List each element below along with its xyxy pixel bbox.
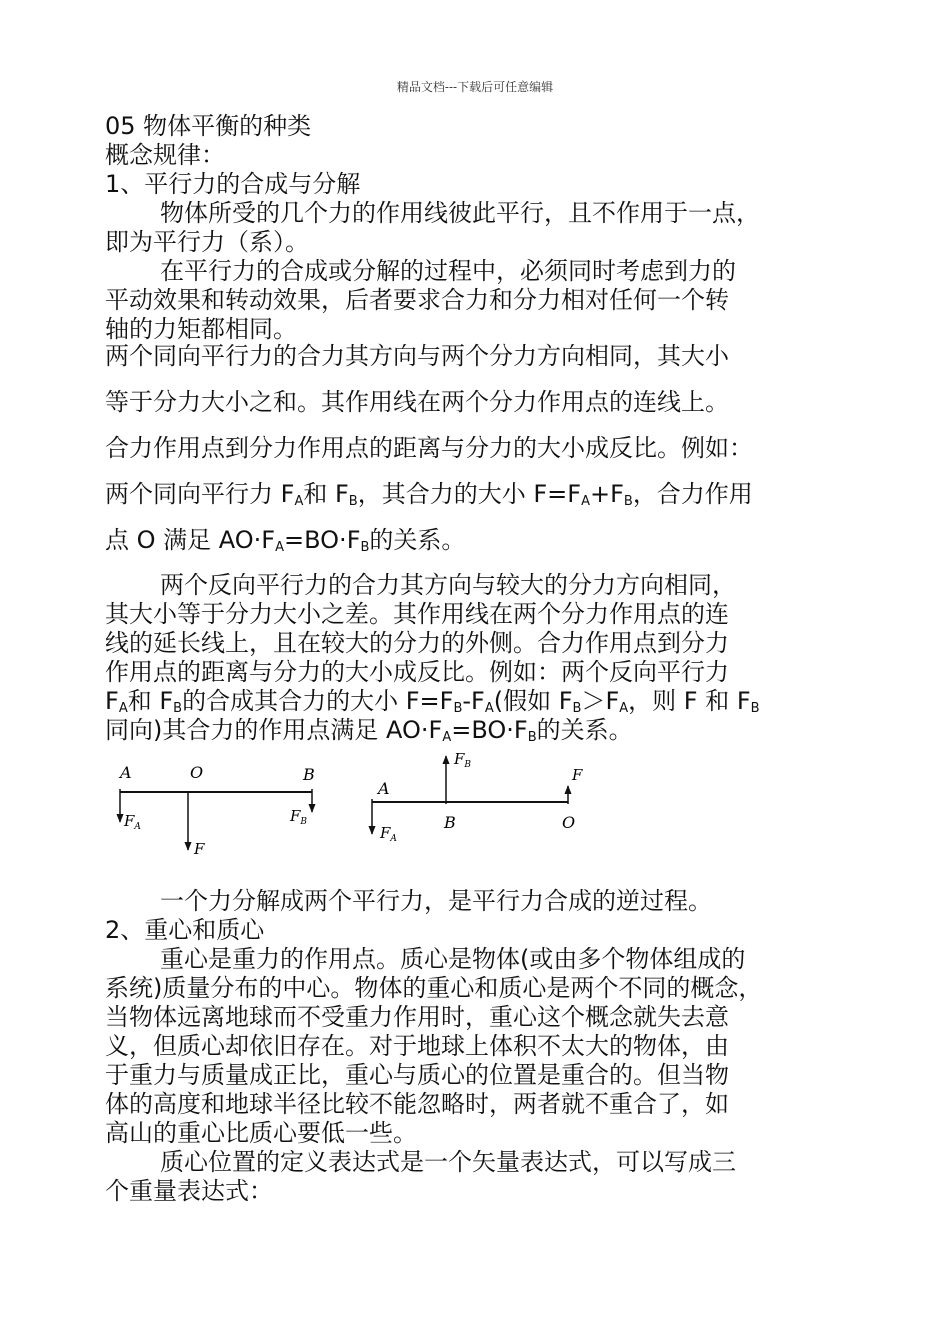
para-line: 质心位置的定义表达式是一个矢量表达式，可以写成三 bbox=[160, 1148, 736, 1176]
para-line: 高山的重心比质心要低一些。 bbox=[105, 1119, 417, 1147]
para-line-formula: 点 O 满足 $AO\cdot F_A=BO\cdot F_B$的关系。 bbox=[105, 526, 466, 555]
diagram-opposite-direction bbox=[372, 750, 583, 844]
label-f: F bbox=[572, 766, 583, 784]
label-b: B bbox=[444, 813, 456, 832]
para-line: 轴的力矩都相同。 bbox=[105, 315, 297, 343]
para-line: 义，但质心却依旧存在。对于地球上体积不太大的物体，由 bbox=[105, 1032, 729, 1060]
para-line: 个重量表达式： bbox=[105, 1177, 273, 1205]
para-line: 即为平行力（系）。 bbox=[105, 228, 309, 256]
label-fa: $F_A$ bbox=[124, 812, 141, 832]
label-fb: $F_B$ bbox=[290, 807, 308, 827]
parallel-force-diagrams bbox=[100, 750, 600, 860]
section-label: 概念规律： bbox=[105, 141, 225, 169]
para-line-formula: $F_A$和 $F_B$的合成其合力的大小 $F=F_B-F_A$(假如 $F_B>F_A$，则 F 和 $F_B$ bbox=[105, 687, 760, 716]
para-line-formula: 同向)其合力的作用点满足 $AO\cdot F_A=BO\cdot F_B$的关系。 bbox=[105, 716, 633, 745]
para-line: 两个反向平行力的合力其方向与较大的分力方向相同， bbox=[160, 571, 736, 599]
para-line: 线的延长线上，且在较大的分力的外侧。合力作用点到分力 bbox=[105, 629, 729, 657]
para-line: 当物体远离地球而不受重力作用时，重心这个概念就失去意 bbox=[105, 1003, 729, 1031]
label-b: B bbox=[303, 765, 315, 784]
section-2-heading: 2、重心和质心 bbox=[105, 916, 265, 944]
section-1-heading: 1、平行力的合成与分解 bbox=[105, 170, 361, 198]
para-line: 系统)质量分布的中心。物体的重心和质心是两个不同的概念， bbox=[105, 974, 763, 1002]
para-line: 两个同向平行力的合力其方向与两个分力方向相同，其大小 bbox=[105, 342, 729, 370]
label-o: O bbox=[190, 763, 204, 782]
label-f: F bbox=[194, 840, 205, 858]
label-a: A bbox=[378, 779, 390, 798]
para-line: 在平行力的合成或分解的过程中，必须同时考虑到力的 bbox=[160, 257, 736, 285]
para-line-formula: 两个同向平行力 $F_A$和 $F_B$，其合力的大小 $F=F_A+F_B$，合力作用 bbox=[105, 480, 753, 509]
para-line: 作用点的距离与分力的大小成反比。例如：两个反向平行力 bbox=[105, 658, 729, 686]
para-line: 重心是重力的作用点。质心是物体(或由多个物体组成的 bbox=[160, 945, 746, 973]
diagram-same-direction bbox=[118, 763, 315, 858]
label-fb: $F_B$ bbox=[454, 750, 472, 770]
para-line: 平动效果和转动效果，后者要求合力和分力相对任何一个转 bbox=[105, 286, 729, 314]
para-line: 于重力与质量成正比，重心与质心的位置是重合的。但当物 bbox=[105, 1061, 729, 1089]
label-a: A bbox=[120, 763, 132, 782]
para-line: 一个力分解成两个平行力，是平行力合成的逆过程。 bbox=[160, 887, 712, 915]
label-o: O bbox=[562, 813, 576, 832]
para-line: 体的高度和地球半径比较不能忽略时，两者就不重合了，如 bbox=[105, 1090, 729, 1118]
para-line: 合力作用点到分力作用点的距离与分力的大小成反比。例如： bbox=[105, 434, 753, 462]
para-line: 物体所受的几个力的作用线彼此平行，且不作用于一点， bbox=[160, 199, 760, 227]
doc-title: 05 物体平衡的种类 bbox=[105, 112, 312, 140]
para-line: 等于分力大小之和。其作用线在两个分力作用点的连线上。 bbox=[105, 388, 729, 416]
page-header: 精品文档---下载后可任意编辑 bbox=[396, 80, 554, 94]
para-line: 其大小等于分力大小之差。其作用线在两个分力作用点的连 bbox=[105, 600, 729, 628]
label-fa: $F_A$ bbox=[380, 824, 397, 844]
